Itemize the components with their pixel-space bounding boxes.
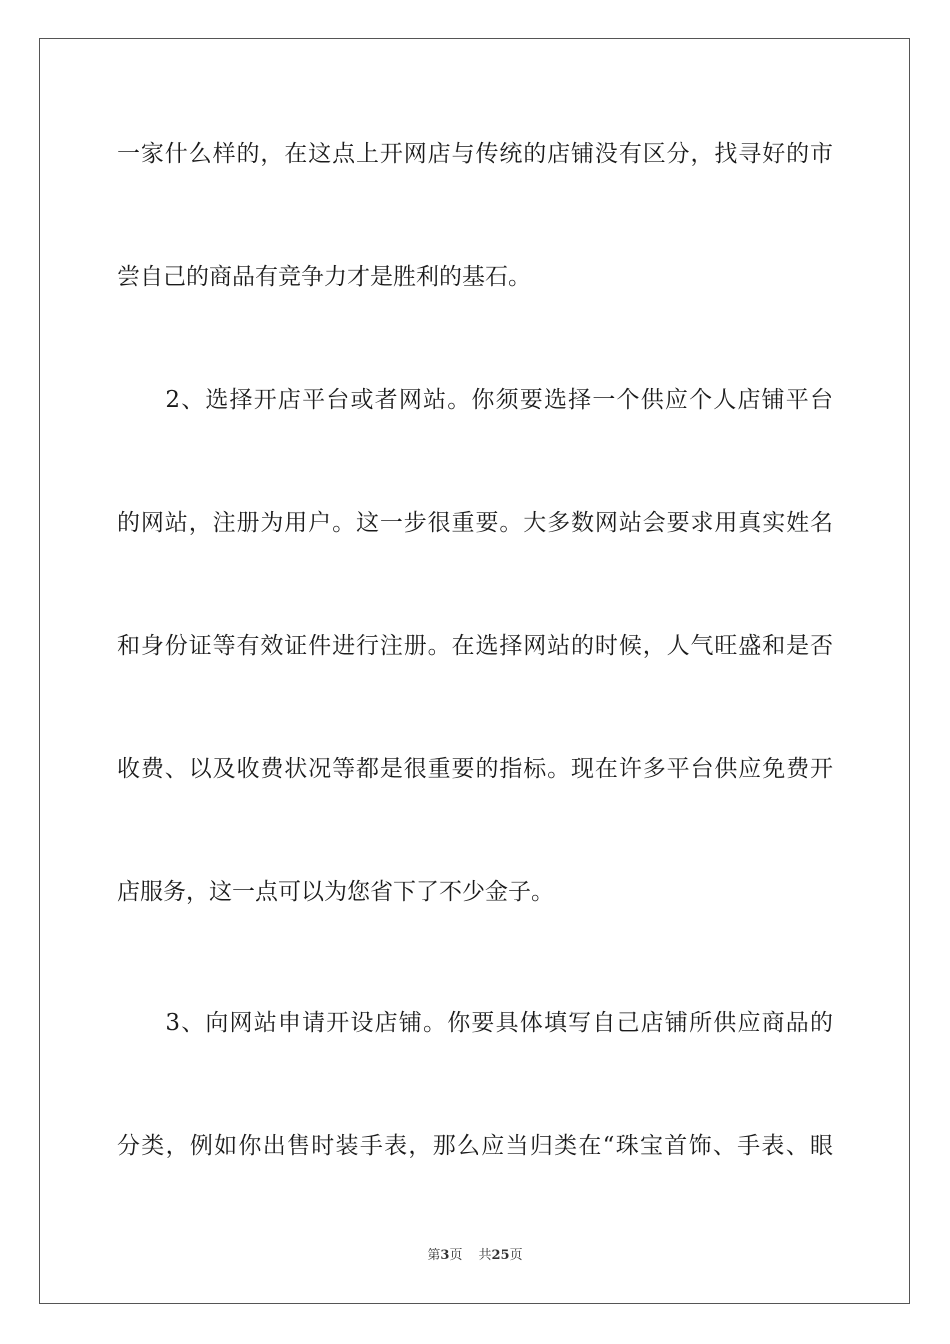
total-prefix: 共 xyxy=(478,1248,492,1263)
body-text-line-5: 和身份证等有效证件进行注册。在选择网站的时候，人气旺盛和是否 xyxy=(117,633,833,659)
body-text-line-2: 尝自己的商品有竞争力才是胜利的基石。 xyxy=(117,264,531,290)
page-current: 3 xyxy=(440,1248,450,1263)
body-text-line-3: 2、选择开店平台或者网站。你须要选择一个供应个人店铺平台 xyxy=(117,387,833,413)
total-suffix: 页 xyxy=(509,1248,523,1263)
body-text-line-8: 3、向网站申请开设店铺。你要具体填写自己店铺所供应商品的 xyxy=(117,1010,833,1036)
body-text-line-1: 一家什么样的，在这点上开网店与传统的店铺没有区分，找寻好的市 xyxy=(117,141,833,167)
page-border xyxy=(39,38,910,1304)
page-total: 25 xyxy=(491,1248,510,1263)
page-suffix: 页 xyxy=(449,1248,463,1263)
body-text-line-4: 的网站，注册为用户。这一步很重要。大多数网站会要求用真实姓名 xyxy=(117,510,833,536)
page-prefix: 第 xyxy=(427,1248,441,1263)
body-text-line-7: 店服务，这一点可以为您省下了不少金子。 xyxy=(117,879,554,905)
page-footer xyxy=(0,1247,950,1265)
body-text-line-6: 收费、以及收费状况等都是很重要的指标。现在许多平台供应免费开 xyxy=(117,756,833,782)
body-text-line-9: 分类，例如你出售时装手表，那么应当归类在“珠宝首饰、手表、眼 xyxy=(117,1133,833,1159)
